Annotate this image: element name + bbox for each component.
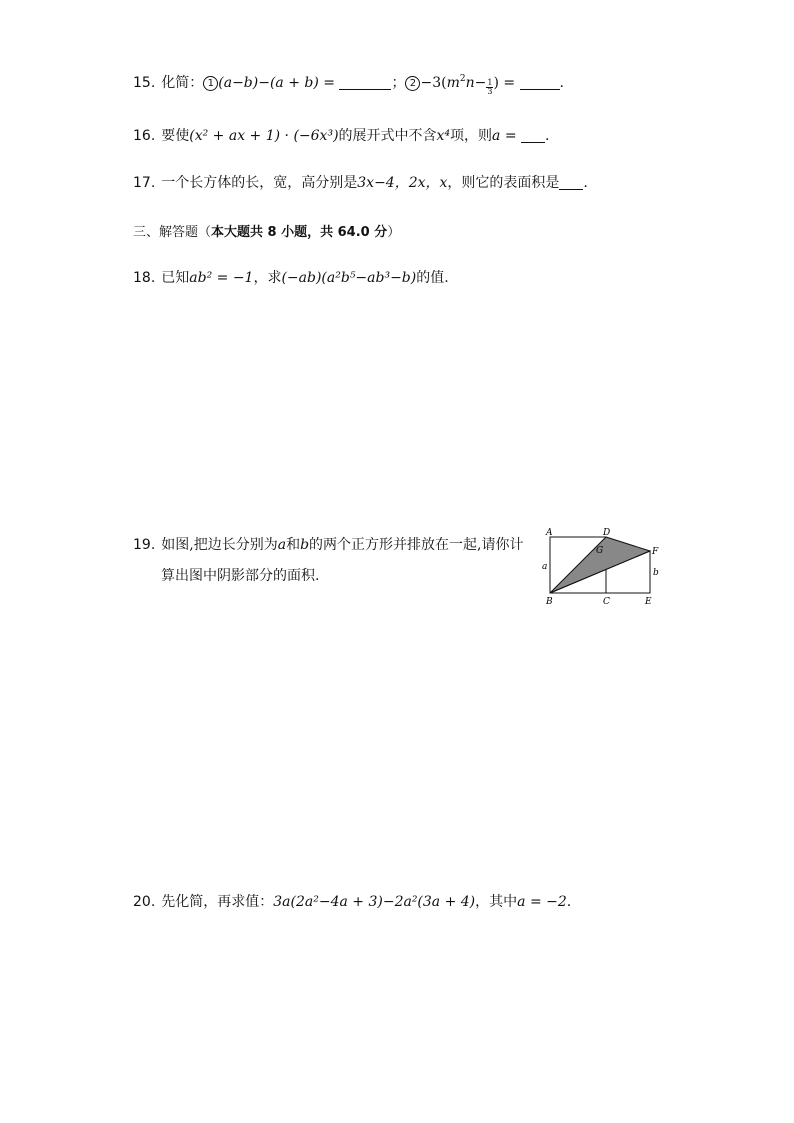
answer-blank[interactable] (559, 175, 583, 190)
question-number: 19. (133, 537, 156, 553)
question-20 (133, 892, 571, 912)
variable: b (300, 537, 310, 553)
expression: (a−b)−(a + b) = (218, 75, 336, 91)
question-text: 和 (286, 537, 301, 553)
question-text: 的值. (416, 270, 449, 286)
section-label: 三、解答题（ (133, 225, 212, 240)
variable: a (277, 537, 287, 553)
circled-number: 1 (203, 76, 218, 91)
expression: 3a(2a²−4a + 3)−2a²(3a + 4) (273, 894, 476, 910)
question-19 (133, 535, 524, 555)
expression: (−ab)(a²b⁵−ab³−b) (281, 270, 417, 286)
question-text: 一个长方体的长，宽，高分别是 (161, 175, 358, 191)
equals: = (500, 128, 517, 144)
question-text: 项，则 (450, 128, 493, 144)
label-b-point: B (546, 597, 553, 607)
answer-blank[interactable] (339, 75, 391, 90)
period: . (583, 175, 588, 191)
expression-part: m (446, 75, 460, 91)
condition: ab² = −1 (189, 270, 254, 286)
question-16 (133, 126, 550, 146)
answer-blank[interactable] (520, 75, 560, 90)
condition: a = −2 (517, 894, 567, 910)
question-19-line2: 算出图中阴影部分的面积. (161, 568, 320, 584)
question-text: 如图,把边长分别为 (161, 537, 278, 553)
question-number: 16. (133, 128, 156, 144)
label-a-point: A (546, 528, 553, 538)
question-18 (133, 268, 449, 288)
question-lead: 已知 (161, 270, 190, 286)
label-d: D (603, 528, 611, 538)
fraction: $\frac{1}{3}$ (487, 78, 493, 96)
question-17 (133, 173, 588, 193)
label-e: E (645, 597, 652, 607)
squares-figure (540, 527, 670, 609)
label-side-a: a (542, 562, 548, 572)
period: . (566, 894, 572, 910)
question-text: ，则它的表面积是 (447, 175, 560, 191)
circled-number: 2 (405, 76, 420, 91)
label-g: G (596, 546, 604, 556)
label-side-b: b (653, 568, 659, 578)
question-text: 的两个正方形并排放在一起,请你计 (309, 537, 524, 553)
expression-part: ) = (493, 75, 516, 91)
period: . (545, 128, 550, 144)
question-text: 的展开式中不含 (338, 128, 437, 144)
question-lead: 要使 (161, 128, 190, 144)
question-lead: 化简： (161, 75, 204, 91)
question-15: 15. 化简： 1 (a−b)−(a + b) = ； $2 -3(m^2n-$ $\frac{1}{3}$ ) = . (133, 74, 564, 96)
section-header (133, 221, 400, 240)
answer-blank[interactable] (521, 128, 545, 143)
expression-part: −3( (420, 75, 447, 91)
question-lead: 先化简，再求值： (161, 894, 274, 910)
section-close: ） (387, 225, 401, 240)
expression-part: n− (465, 75, 487, 91)
label-c: C (603, 597, 610, 607)
question-text: ，求 (253, 270, 282, 286)
question-number: 18. (133, 270, 156, 286)
question-number: 20. (133, 894, 156, 910)
question-text: ，其中 (475, 894, 518, 910)
question-number: 17. (133, 175, 156, 191)
period: . (559, 75, 564, 91)
dimensions: 3x−4，2x，x (357, 175, 448, 191)
term: x⁴ (436, 128, 451, 144)
variable: a (492, 128, 501, 144)
separator: ； (391, 75, 406, 91)
section-detail: 本大题共 8 小题，共 64.0 分 (211, 225, 388, 240)
question-number: 15. (133, 75, 156, 91)
expression: (x² + ax + 1) · (−6x³) (189, 128, 339, 144)
label-f: F (652, 547, 659, 557)
